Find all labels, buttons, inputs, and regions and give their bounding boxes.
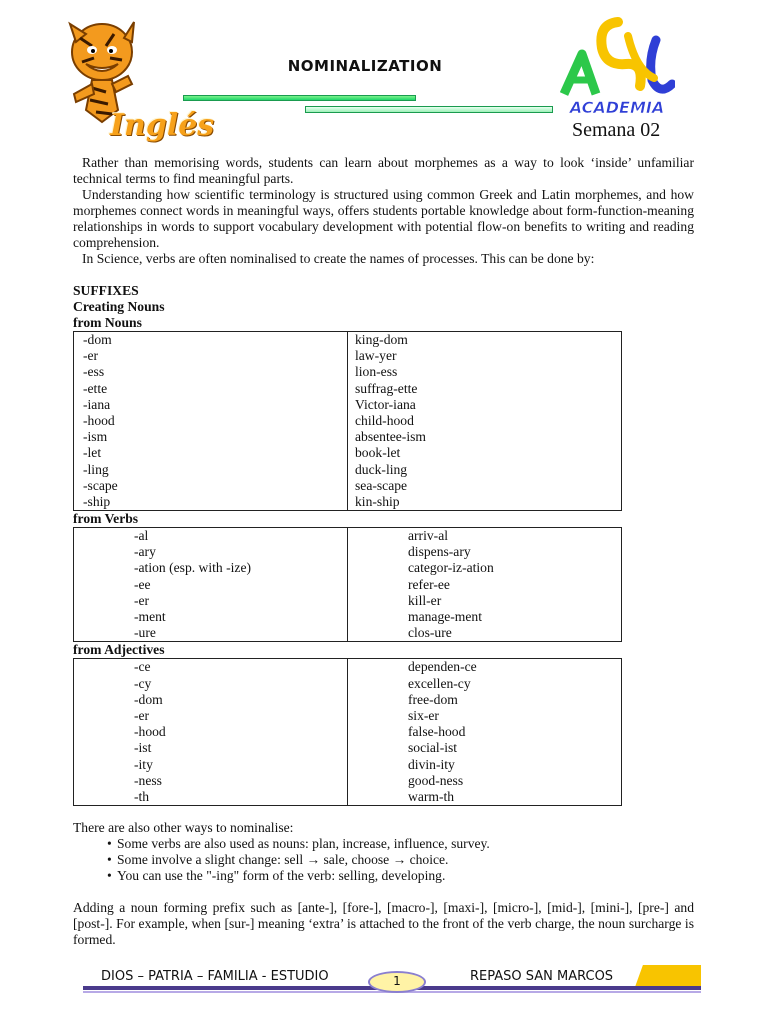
title-underline-top [183,95,416,101]
from-nouns-heading: from Nouns [73,315,142,330]
intro-paragraph-3: In Science, verbs are often nominalised to create the names of processes. This can be done by: [82,251,595,266]
table-cell: excellen-cy [408,675,471,691]
table-cell: suffrag-ette [355,380,418,396]
page-footer [0,958,768,1008]
table-cell: absentee-ism [355,429,426,445]
creating-nouns-heading: Creating Nouns [73,299,165,314]
table-cell: good-ness [408,772,464,788]
table-cell: -ling [83,461,109,477]
table-cell: dependen-ce [408,659,477,675]
table-cell: book-let [355,445,401,461]
table-cell: -ist [134,740,152,756]
table-cell: -er [83,348,99,364]
week-label: Semana 02 [572,119,661,141]
list-item: • Some involve a slight change: sell → sale, choose → choice. [107,852,694,868]
table-cell: -ee [134,576,151,592]
from-verbs-heading: from Verbs [73,511,139,527]
table-cell: divin-ity [408,756,455,772]
table-cell: -ce [134,659,151,675]
intro-paragraph-2: Understanding how scientific terminology is structured using common Greek and Latin morphemes, and how morphemes connect words in meaningful ways, offers students portable knowledge about form-function-meaning relationships in words to support vocabulary development with potential flow-on benefits to writing and reading comprehension. [73,187,694,250]
table-cell: -let [83,445,102,461]
nouns-suffix-column [74,332,348,511]
page-content [73,155,694,948]
table-cell: -ess [83,364,105,380]
list-item: • You can use the "-ing" form of the verb: selling, developing. [107,868,694,884]
page-header [0,0,768,150]
table-cell: kin-ship [355,493,400,509]
title-underline-bottom [305,106,553,113]
table-cell: false-hood [408,724,466,740]
table-cell: -scape [83,477,118,493]
brand-ingles-text: Inglés [110,108,215,143]
verbs-suffix-column [74,528,348,642]
table-cell: dispens-ary [408,544,471,560]
table-cell: manage-ment [408,609,482,624]
adjectives-suffix-table [73,658,622,806]
table-cell: arriv-al [408,528,448,544]
nouns-suffix-table [73,331,622,511]
page-number: 1 [393,974,401,988]
suffixes-heading: SUFFIXES [73,283,139,298]
table-cell: -th [134,788,150,804]
table-cell: -ure [134,625,156,641]
table-cell: warm-th [408,788,455,804]
table-cell: -er [134,707,150,723]
table-cell: -dom [134,691,163,707]
table-cell: -al [134,528,149,544]
nouns-example-column [348,332,622,511]
table-cell: sea-scape [355,477,408,493]
table-cell: -ment [134,609,166,624]
table-cell: duck-ling [355,461,408,477]
footer-accent [635,965,701,987]
table-cell: -cy [134,675,152,691]
table-cell: -er [134,592,150,608]
academy-logo-icon [560,14,675,118]
page-title: NOMINALIZATION [287,57,443,75]
table-cell: categor-iz-ation [408,560,494,576]
table-cell: -ation (esp. with -ize) [134,560,252,576]
table-cell: kill-er [408,592,442,608]
table-cell: -ary [134,544,156,560]
adjectives-example-column [348,659,622,806]
table-cell: -ship [83,493,111,509]
table-cell: -ness [134,772,162,788]
table-cell: free-dom [408,691,458,707]
table-cell: -ism [83,429,108,445]
table-cell: social-ist [408,740,458,756]
from-adjectives-heading: from Adjectives [73,642,165,658]
other-ways-list [107,836,694,884]
table-cell: -hood [134,724,166,740]
table-cell: six-er [408,707,439,723]
table-cell: -iana [83,396,111,412]
footer-motto: DIOS – PATRIA – FAMILIA - ESTUDIO [101,969,329,984]
table-cell: lion-ess [355,364,398,380]
verbs-example-column [348,528,622,642]
adjectives-suffix-column [74,659,348,806]
footer-course: REPASO SAN MARCOS [470,969,614,984]
intro-paragraph-1: Rather than memorising words, students can learn about morphemes as a way to look ‘inside’ unfamiliar technical terms to find meaningful parts. [73,155,694,186]
table-cell: Victor-iana [355,396,416,412]
table-cell: clos-ure [408,625,452,641]
table-cell: refer-ee [408,576,450,592]
academy-logo-text: ACADEMIA [569,98,665,117]
table-cell: law-yer [355,348,397,364]
list-item: • Some verbs are also used as nouns: plan, increase, influence, survey. [107,836,694,852]
table-cell: child-hood [355,412,414,428]
table-cell: -ity [134,756,153,772]
table-cell: -dom [83,332,112,347]
prefix-paragraph: Adding a noun forming prefix such as [ante-], [fore-], [macro-], [maxi-], [micro-], [mid-], [mini-], [pre-] and [post-]. For example, when [sur-] meaning ‘extra’ is attached to the front of the verb charge, the noun surcharge is formed. [73,900,694,948]
table-cell: -ette [83,380,108,396]
table-cell: king-dom [355,332,408,347]
table-cell: -hood [83,412,115,428]
other-ways-intro: There are also other ways to nominalise: [73,820,294,836]
verbs-suffix-table [73,527,622,642]
